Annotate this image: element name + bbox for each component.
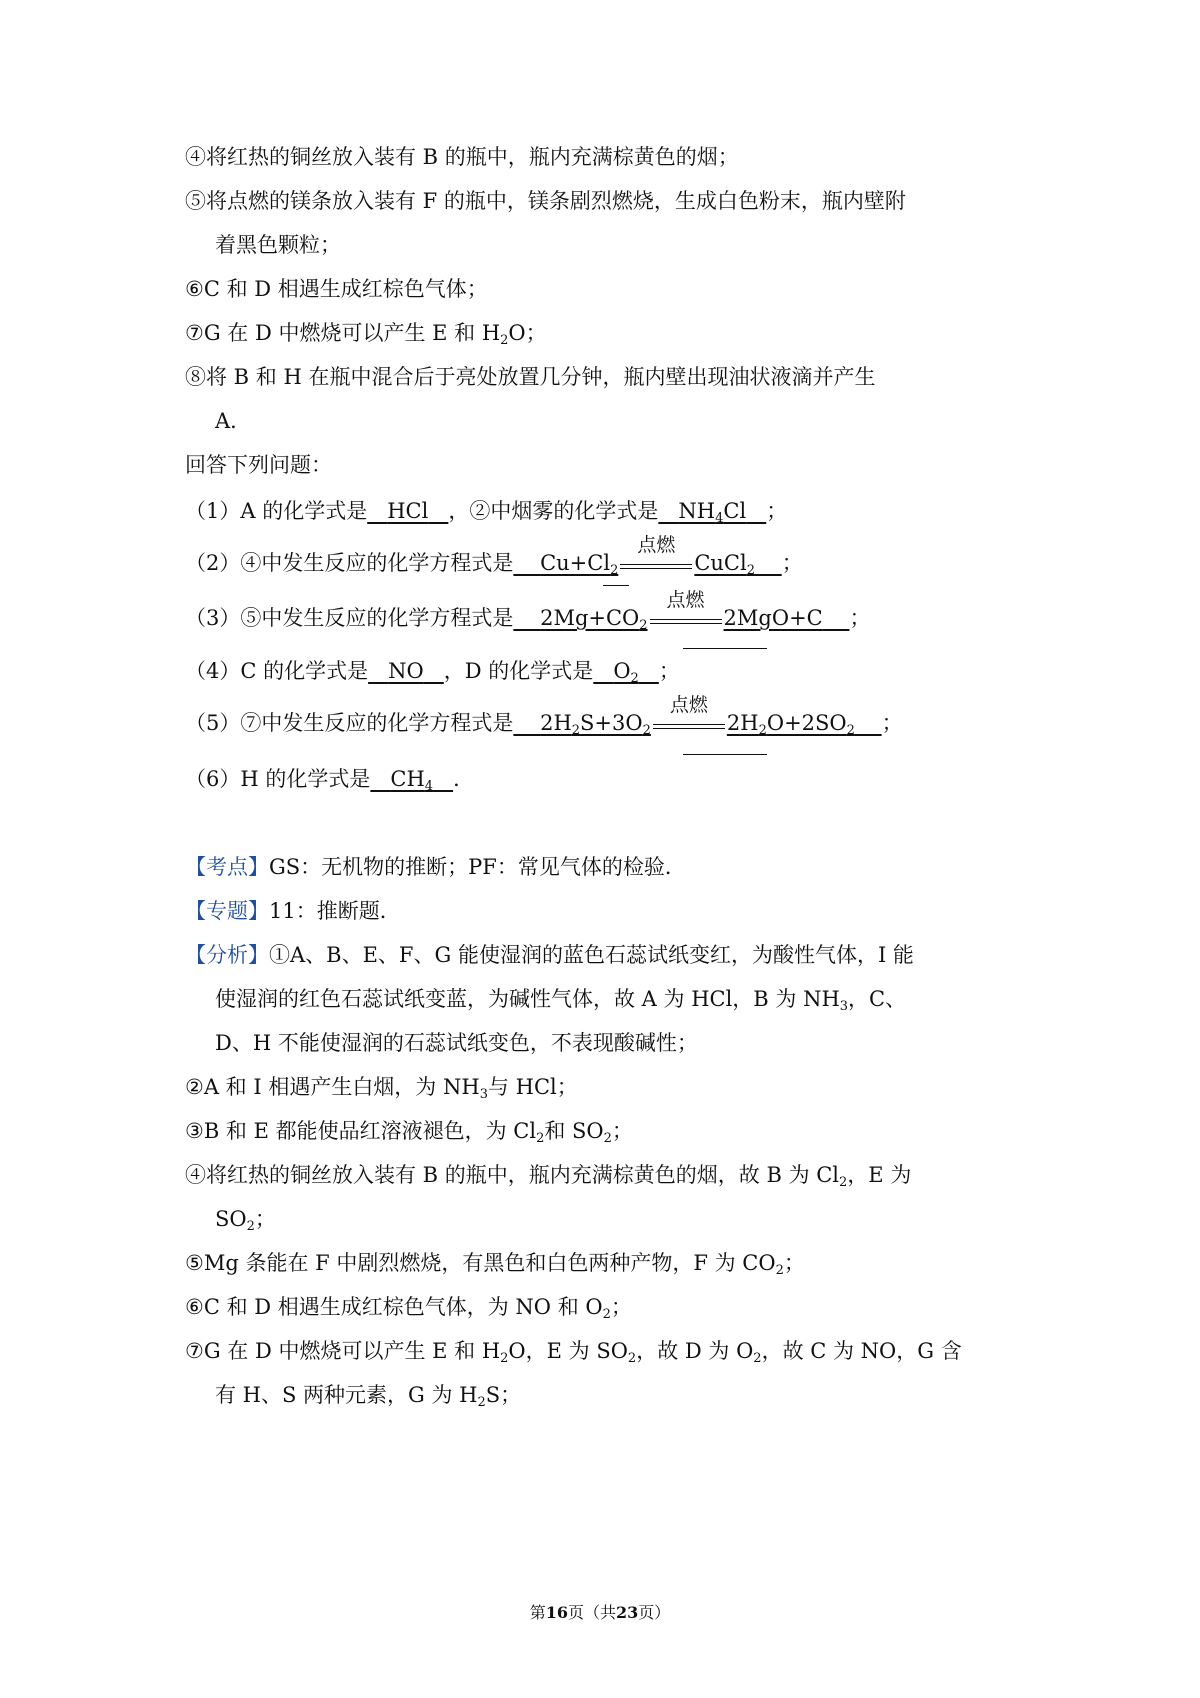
- underline-segment: [603, 585, 629, 586]
- equation-answer: $2Mg+CO_2$: [540, 606, 648, 633]
- answer-intro: 回答下列问题：: [185, 453, 332, 477]
- fenxi-line-8: ⑤Mg 条能在 F 中剧烈燃烧，有黑色和白色两种产物，F 为 $CO_2$；: [185, 1251, 805, 1278]
- question-2: （2）④中发生反应的化学方程式是 $Cu+Cl_2$ 点燃 CuCl$_2$ ；: [185, 534, 803, 578]
- answer-blank: HCl: [387, 499, 429, 523]
- fenxi-line-11: 有 H、S 两种元素，G 为 $H_2S$；: [215, 1383, 522, 1410]
- answer-blank: NO: [388, 659, 424, 683]
- fenxi-line-5: ③B 和 E 都能使品红溶液褪色，为 $Cl_2$和 $SO_2$；: [185, 1119, 633, 1146]
- fenxi-line-1: 【分析】①A、B、E、F、G 能使湿润的蓝色石蕊试纸变红，为酸性气体，I 能: [185, 943, 914, 967]
- underline-segment: [683, 648, 767, 649]
- answer-blank: $O_2$: [613, 659, 639, 686]
- question-4: （4）C 的化学式是 NO ，D 的化学式是 $O_2$ ；: [185, 659, 680, 686]
- reaction-condition: 点燃: [651, 708, 727, 738]
- answer-blank: $NH_4Cl$: [678, 499, 747, 526]
- statement-8-line2: A．: [215, 409, 252, 433]
- statement-5-line2: 着黑色颗粒；: [215, 233, 341, 257]
- answer-blank: $CH_4$: [390, 767, 434, 794]
- page-footer: 第16页（共23页）: [529, 1603, 671, 1622]
- statement-7: ⑦G 在 D 中燃烧可以产生 E 和 $H_2O$；: [185, 321, 547, 348]
- question-6: （6）H 的化学式是 $CH_4$ ．: [185, 767, 475, 794]
- zhuanti-line: 【专题】11：推断题．: [185, 899, 401, 923]
- equation-answer: $2H_2S+3O_2$: [540, 711, 651, 738]
- question-1: （1）A 的化学式是 HCl ，②中烟雾的化学式是 $NH_4Cl$ ；: [185, 499, 788, 526]
- question-3: （3）⑤中发生反应的化学方程式是 $2Mg+CO_2$ 点燃 2MgO+C ；: [185, 589, 871, 633]
- question-5: （5）⑦中发生反应的化学方程式是 $2H_2S+3O_2$ 点燃 $2H_2O+2SO_2$ ；: [185, 694, 903, 738]
- zhuanti-tag: 【专题】: [185, 899, 269, 923]
- kaodian-line: 【考点】GS：无机物的推断；PF：常见气体的检验．: [185, 855, 686, 879]
- fenxi-line-10: ⑦G 在 D 中燃烧可以产生 E 和 $H_2O$，E 为 $SO_2$，故 D 为 $O_2$，故 C 为 NO，G 含: [185, 1339, 962, 1366]
- statement-8-line1: ⑧将 B 和 H 在瓶中混合后于亮处放置几分钟，瓶内壁出现油状液滴并产生: [185, 365, 876, 389]
- fenxi-line-3: D、H 不能使湿润的石蕊试纸变色，不表现酸碱性；: [215, 1031, 698, 1055]
- page-total: 23: [616, 1603, 639, 1622]
- fenxi-line-4: ②A 和 I 相遇产生白烟，为 $NH_3$与 HCl；: [185, 1075, 578, 1102]
- statement-4: ④将红热的铜丝放入装有 B 的瓶中，瓶内充满棕黄色的烟；: [185, 145, 739, 169]
- fenxi-line-6: ④将红热的铜丝放入装有 B 的瓶中，瓶内充满棕黄色的烟，故 B 为 $Cl_2$，E 为: [185, 1163, 912, 1190]
- fenxi-tag: 【分析】: [185, 943, 269, 967]
- reaction-condition: 点燃: [618, 548, 694, 578]
- equation-answer: $Cu+Cl_2$: [540, 551, 619, 578]
- fenxi-line-7: $SO_2$；: [215, 1207, 276, 1234]
- kaodian-tag: 【考点】: [185, 855, 269, 879]
- underline-segment: [683, 754, 767, 755]
- fenxi-line-9: ⑥C 和 D 相遇生成红棕色气体，为 NO 和 $O_2$；: [185, 1295, 632, 1322]
- reaction-condition: 点燃: [648, 603, 724, 633]
- page-number: 16: [545, 1603, 568, 1622]
- fenxi-line-2: 使湿润的红色石蕊试纸变蓝，为碱性气体，故 A 为 HCl，B 为 $NH_3$，C、: [215, 987, 907, 1014]
- statement-6: ⑥C 和 D 相遇生成红棕色气体；: [185, 277, 488, 301]
- statement-5-line1: ⑤将点燃的镁条放入装有 F 的瓶中，镁条剧烈燃烧，生成白色粉末，瓶内壁附: [185, 189, 906, 213]
